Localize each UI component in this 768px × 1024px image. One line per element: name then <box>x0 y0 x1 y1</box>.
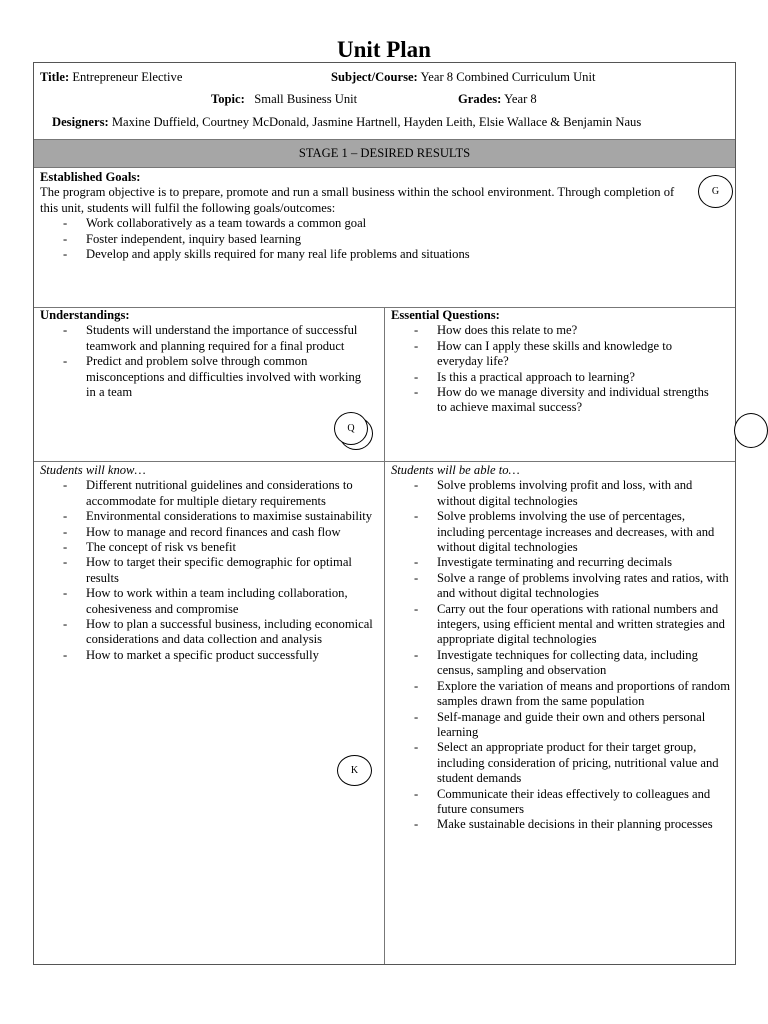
know-heading: Students will know… <box>40 463 146 477</box>
grades-value: Year 8 <box>504 92 537 106</box>
list-item: - Environmental considerations to maximise sustainability <box>40 509 375 524</box>
title-field <box>40 70 182 85</box>
understandings-list <box>40 323 370 400</box>
list-item: - Communicate their ideas effectively to colleagues and future consumers <box>391 787 731 818</box>
designers-field <box>52 115 641 130</box>
list-item: - Investigate terminating and recurring decimals <box>391 555 731 570</box>
list-item: - Work collaboratively as a team towards a common goal <box>40 216 690 231</box>
list-item: - How to plan a successful business, including economical considerations and data collection and analysis <box>40 617 375 648</box>
list-item: - Explore the variation of means and proportions of random samples drawn from the same population <box>391 679 731 710</box>
designers-value: Maxine Duffield, Courtney McDonald, Jasmine Hartnell, Hayden Leith, Elsie Wallace & Benjamin Naus <box>111 115 642 129</box>
know-list <box>40 478 375 663</box>
list-item: - Students will understand the importance of successful teamwork and planning required for a final product <box>40 323 370 354</box>
page-title: Unit Plan <box>337 37 431 62</box>
list-item: - How to manage and record finances and cash flow <box>40 525 375 540</box>
grades-label: Grades: <box>458 92 502 106</box>
goal-marker-circle: G <box>698 175 733 208</box>
topic-label: Topic: <box>211 92 245 106</box>
questions-heading: Essential Questions: <box>391 308 500 322</box>
list-item: - How can I apply these skills and knowledge to everyday life? <box>391 339 721 370</box>
able-section <box>391 463 731 833</box>
list-item: - Solve problems involving profit and loss, with and without digital technologies <box>391 478 731 509</box>
list-item: - Carry out the four operations with rational numbers and integers, using efficient mental and written strategies and appropriate digital technologies <box>391 602 731 648</box>
know-marker-circle: K <box>337 755 372 786</box>
grades-field <box>458 92 537 107</box>
list-item: - Self-manage and guide their own and others personal learning <box>391 710 731 741</box>
list-item: - How do we manage diversity and individual strengths to achieve maximal success? <box>391 385 721 416</box>
list-item: - How to market a specific product successfully <box>40 648 375 663</box>
topic-field <box>211 92 357 107</box>
understandings-heading: Understandings: <box>40 308 130 322</box>
goals-list <box>40 216 690 262</box>
topic-value: Small Business Unit <box>254 92 358 106</box>
able-heading: Students will be able to… <box>391 463 520 477</box>
subject-value: Year 8 Combined Curriculum Unit <box>420 70 596 84</box>
list-item: - How to work within a team including collaboration, cohesiveness and compromise <box>40 586 375 617</box>
list-item: - Select an appropriate product for their target group, including consideration of pricing, nutritional value and student demands <box>391 740 731 786</box>
list-item: - Solve problems involving the use of percentages, including percentage increases and decreases, with and without digital technologies <box>391 509 731 555</box>
stage-header: STAGE 1 – DESIRED RESULTS <box>34 139 735 168</box>
list-item: - Is this a practical approach to learning? <box>391 370 721 385</box>
list-item: - Different nutritional guidelines and considerations to accommodate for multiple dietary requirements <box>40 478 375 509</box>
title-value: Entrepreneur Elective <box>72 70 183 84</box>
list-item: - Solve a range of problems involving rates and ratios, with and without digital technologies <box>391 571 731 602</box>
title-label: Title: <box>40 70 70 84</box>
list-item: - The concept of risk vs benefit <box>40 540 375 555</box>
able-list <box>391 478 731 832</box>
list-item: - Predict and problem solve through common misconceptions and difficulties involved with working in a team <box>40 354 370 400</box>
subject-field <box>331 70 595 85</box>
goals-section <box>40 170 690 262</box>
understandings-section <box>40 308 370 400</box>
designers-label: Designers: <box>52 115 109 129</box>
list-item: - How to target their specific demographic for optimal results <box>40 555 375 586</box>
question-marker-circle: Q <box>334 412 368 445</box>
list-item: - Make sustainable decisions in their planning processes <box>391 817 731 832</box>
list-item: - Investigate techniques for collecting data, including census, sampling and observation <box>391 648 731 679</box>
questions-list <box>391 323 721 415</box>
subject-label: Subject/Course: <box>331 70 418 84</box>
goals-heading: Established Goals: <box>40 170 141 184</box>
list-item: - Foster independent, inquiry based learning <box>40 232 690 247</box>
know-section <box>40 463 375 663</box>
margin-marker-circle <box>734 413 768 448</box>
questions-section <box>391 308 721 416</box>
list-item: - Develop and apply skills required for many real life problems and situations <box>40 247 690 262</box>
list-item: - How does this relate to me? <box>391 323 721 338</box>
column-divider <box>384 307 385 964</box>
goals-text: The program objective is to prepare, promote and run a small business within the school environment. Through completion of this unit, students will fulfil the following goals/outcomes: <box>40 185 675 215</box>
